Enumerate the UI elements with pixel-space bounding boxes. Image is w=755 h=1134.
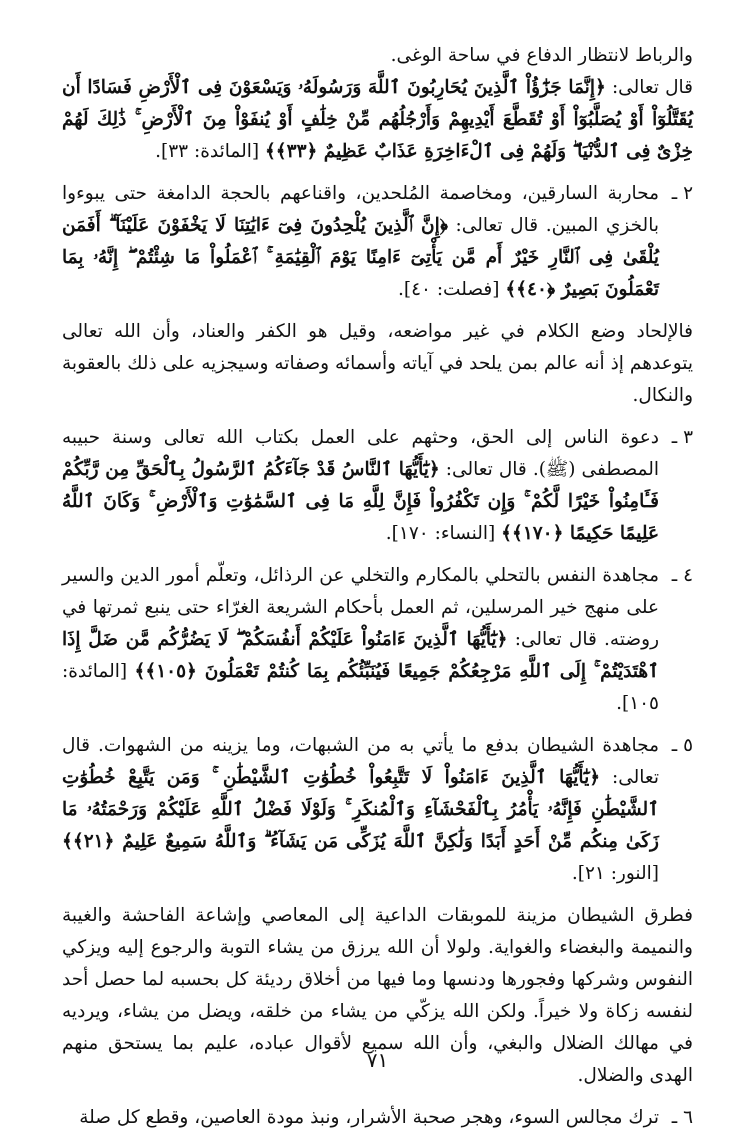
quran-verse: ﴿يَٰٓأَيُّهَا ٱلَّذِينَ ءَامَنُواْ لَا تَتَّبِعُواْ خُطُوَٰتِ ٱلشَّيْطَٰنِ ۚ وَمَن يَتَّبِعْ خُطُوَٰتِ ٱلشَّيْطَٰنِ فَإِنَّهُۥ يَأْمُرُ بِٱلْفَحْشَآءِ وَٱلْمُنكَرِ ۚ وَلَوْلَا فَضْلُ ٱللَّهِ عَلَيْكُمْ وَرَحْمَتُهُۥ مَا زَكَىٰ مِنكُم مِّنْ أَحَدٍ أَبَدًا وَلَٰكِنَّ ٱللَّهَ يُزَكِّى مَن يَشَآءُ ۗ وَٱللَّهُ سَمِيعٌ عَلِيمٌ ﴿٢١﴾﴾ (62, 767, 659, 852)
quran-verse: ﴿يَٰٓأَيُّهَا ٱلَّذِينَ ءَامَنُواْ عَلَيْكُمْ أَنفُسَكُمْ ۖ لَا يَضُرُّكُم مَّن ضَلَّ إِذَا ٱهْتَدَيْتُمْ ۚ إِلَى ٱللَّهِ مَرْجِعُكُمْ جَمِيعًا فَيُنَبِّئُكُم بِمَا كُنتُمْ تَعْمَلُونَ ﴿١٠٥﴾﴾ (62, 629, 659, 682)
verse-paragraph-1 (62, 72, 693, 168)
list-item-5 (62, 730, 693, 890)
item-content (62, 1102, 659, 1134)
page-number: ٧١ (366, 1048, 389, 1072)
quran-verse: ﴿إِنَّمَا جَزَٰٓؤُاْ ٱلَّذِينَ يُحَارِبُونَ ٱللَّهَ وَرَسُولَهُۥ وَيَسْعَوْنَ فِى ٱلْأَرْضِ فَسَادًا أَن يُقَتَّلُوٓاْ أَوْ يُصَلَّبُوٓاْ أَوْ تُقَطَّعَ أَيْدِيهِمْ وَأَرْجُلُهُم مِّنْ خِلَٰفٍ أَوْ يُنفَوْاْ مِنَ ٱلْأَرْضِ ۚ ذَٰلِكَ لَهُمْ خِزْىٌ فِى ٱلدُّنْيَا ۖ وَلَهُمْ فِى ٱلْءَاخِرَةِ عَذَابٌ عَظِيمٌ ﴿٣٣﴾﴾ (62, 77, 693, 162)
item-text: مجاهدة الشيطان بدفع ما يأتي به من الشبهات، وما يزينه من الشهوات. قال تعالى: (62, 735, 659, 788)
item-number: ٤ ـ (671, 565, 693, 586)
verse-lead: قال تعالى: (605, 77, 694, 98)
verse-reference: [المائدة: ١٠٥]. (62, 661, 659, 714)
verse-reference: [النساء: ١٧٠]. (385, 523, 502, 544)
item-text-block (62, 178, 659, 306)
item-number: ٥ ـ (671, 735, 693, 756)
item-content (62, 730, 659, 890)
verse-reference: [المائدة: ٣٣]. (155, 141, 265, 162)
verse-reference: [النور: ٢١]. (571, 863, 659, 884)
item-number: ٣ ـ (671, 427, 693, 448)
item-content (62, 422, 659, 550)
item-number: ٦ ـ (671, 1107, 693, 1128)
verse-reference: [فصلت: ٤٠]. (397, 279, 506, 300)
item-content (62, 178, 659, 306)
item-text-block (62, 730, 659, 890)
shaitan-paragraph: فطرق الشيطان مزينة للموبقات الداعية إلى المعاصي وإشاعة الفاحشة والغيبة والنميمة والبغضاء والغواية. ولولا أن الله يرزق من يشاء التوبة والرجوع إليه ويزكي النفوس وشركها وفجورها ودنسها وما فيها من أخلاق رديئة كل بحسبه لما حصل أحد لنفسه زكاة ولا خيراً. ولكن الله يزكّي من يشاء من خلقه، ويضل من يشاء، ويرديه في مهالك الضلال والبغي، وأن الله سميع لأقوال عباده، عليم بما يستحق منهم الهدى والضلال. (62, 905, 693, 1086)
list-item-3 (62, 422, 693, 550)
list-item-6 (62, 1102, 693, 1134)
item-text-block (62, 422, 659, 550)
item-text: دعوة الناس إلى الحق، وحثهم على العمل بكتاب الله تعالى وسنة حبيبه المصطفى (ﷺ). قال تعالى: (62, 427, 659, 480)
item-text: ترك مجالس السوء، وهجر صحبة الأشرار، ونبذ مودة العاصين، وقطع كل صلة (79, 1107, 659, 1128)
item-text-block (62, 560, 659, 720)
intro-line: والرباط لانتظار الدفاع في ساحة الوغى. (390, 45, 693, 66)
item-text: مجاهدة النفس بالتحلي بالمكارم والتخلي عن الرذائل، وتعلّم أمور الدين والسير على منهج خير المرسلين، ثم العمل بأحكام الشريعة الغرّاء حتى ينبع ثمرتها في روضته. قال تعالى: (62, 565, 659, 650)
item-content (62, 560, 659, 720)
quran-verse: ﴿إِنَّ ٱلَّذِينَ يُلْحِدُونَ فِىٓ ءَايَٰتِنَا لَا يَخْفَوْنَ عَلَيْنَآ ۗ أَفَمَن يُلْقَىٰ فِى ٱلنَّارِ خَيْرٌ أَم مَّن يَأْتِىٓ ءَامِنًا يَوْمَ ٱلْقِيَٰمَةِ ۚ ٱعْمَلُواْ مَا شِئْتُمْ ۖ إِنَّهُۥ بِمَا تَعْمَلُونَ بَصِيرٌ ﴿٤٠﴾﴾ (62, 215, 659, 300)
item-text: محاربة السارقين، ومخاصمة المُلحدين، واقناعهم بالحجة الدامغة حتى يبوءوا بالخزي المبين. قال تعالى: (62, 183, 659, 236)
list-item-2 (62, 178, 693, 306)
ilhad-paragraph: فالإلحاد وضع الكلام في غير مواضعه، وقيل هو الكفر والعناد، وأن الله تعالى يتوعدهم إذ أنه عالم بمن يلحد في آياته وأسمائه وصفاته وسيجزيه على ذلك بالعقوبة والنكال. (62, 321, 693, 406)
list-item-4 (62, 560, 693, 720)
quran-verse: ﴿يَٰٓأَيُّهَا ٱلنَّاسُ قَدْ جَآءَكُمُ ٱلرَّسُولُ بِٱلْحَقِّ مِن رَّبِّكُمْ فَـَٔامِنُواْ خَيْرًا لَّكُمْ ۚ وَإِن تَكْفُرُواْ فَإِنَّ لِلَّهِ مَا فِى ٱلسَّمَٰوَٰتِ وَٱلْأَرْضِ ۚ وَكَانَ ٱللَّهُ عَلِيمًا حَكِيمًا ﴿١٧٠﴾﴾ (62, 459, 659, 544)
item-number: ٢ ـ (671, 183, 693, 204)
